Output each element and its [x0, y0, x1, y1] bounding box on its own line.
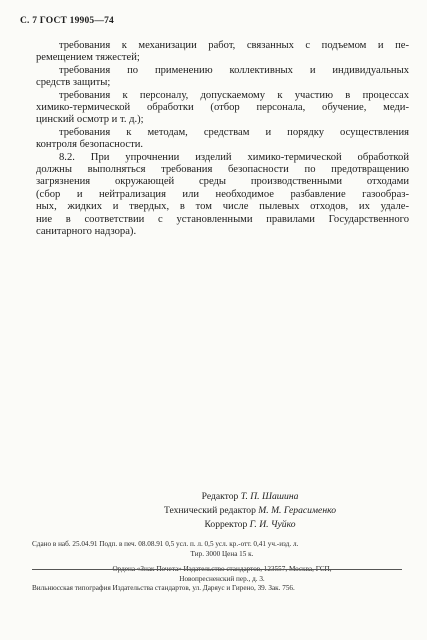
body-text — [36, 40, 409, 239]
page-header: С. 7 ГОСТ 19905—74 — [20, 16, 114, 26]
editor-name: Т. П. Шашина — [240, 491, 299, 502]
text-line: 8.2. При упрочнении изделий химико-термической обработкой — [59, 151, 409, 163]
text-line: требования по применению коллективных и индивидуальных — [59, 64, 409, 76]
corrector-name: Г. И. Чуйко — [249, 519, 296, 530]
text-line: требования к механизации работ, связанных с подъемом и пе- — [59, 40, 409, 51]
editor-line — [100, 490, 400, 504]
imprint-line: Новопресненский пер., д. 3. — [179, 574, 265, 583]
imprint-line: Тир. 3000 Цена 15 к. — [190, 549, 254, 558]
imprint-line: Сдано в наб. 25.04.91 Подп. в печ. 08.08.91 0,5 усл. п. л. 0,5 усл. кр.-отт. 0,41 уч.-изд. л. — [32, 540, 299, 548]
text-line: цинский осмотр и т. д.); — [36, 114, 144, 126]
tech-editor-line — [100, 504, 400, 518]
corrector-line — [100, 518, 400, 532]
text-line: контроля безопасности. — [36, 139, 144, 151]
text-line: загрязнения окружающей среды производственными отходами — [36, 176, 409, 188]
text-line: ных, жидких и твердых, в том числе пылевых отходов, их удале- — [36, 201, 409, 213]
text-line: санитарного надзора). — [36, 226, 137, 238]
text-line: требования к персоналу, допускаемому к участию в процессах — [59, 89, 409, 101]
tech-editor-role: Технический редактор — [164, 505, 256, 516]
imprint-line: Ордена «Знак Почета» Издательство стандартов, 123557, Москва, ГСП, — [112, 565, 332, 574]
text-line: средств защиты; — [36, 77, 111, 89]
tech-editor-name: М. М. Герасименко — [258, 505, 336, 516]
text-line: (сбор и нейтрализация или необходимое разбавление газообраз- — [36, 188, 409, 200]
imprint-line: Вильнюсская типография Издательства стандартов, ул. Даряус и Гирено, 39. Зак. 756. — [32, 584, 295, 593]
text-line: ремещением тяжестей; — [36, 52, 140, 64]
imprint-block — [32, 540, 412, 594]
text-line: ние в соответствии с установленными правилами Государственного — [36, 213, 409, 225]
credits-block — [100, 490, 400, 532]
imprint-divider — [32, 569, 402, 570]
editor-role: Редактор — [201, 491, 239, 502]
corrector-role: Корректор — [204, 519, 248, 530]
text-line: должны выполняться требования безопасности по предотвращению — [36, 164, 409, 176]
text-line: химико-термической обработки (отбор персонала, обучение, меди- — [36, 102, 409, 114]
text-line: требования к методам, средствам и порядку осуществления — [59, 126, 409, 138]
